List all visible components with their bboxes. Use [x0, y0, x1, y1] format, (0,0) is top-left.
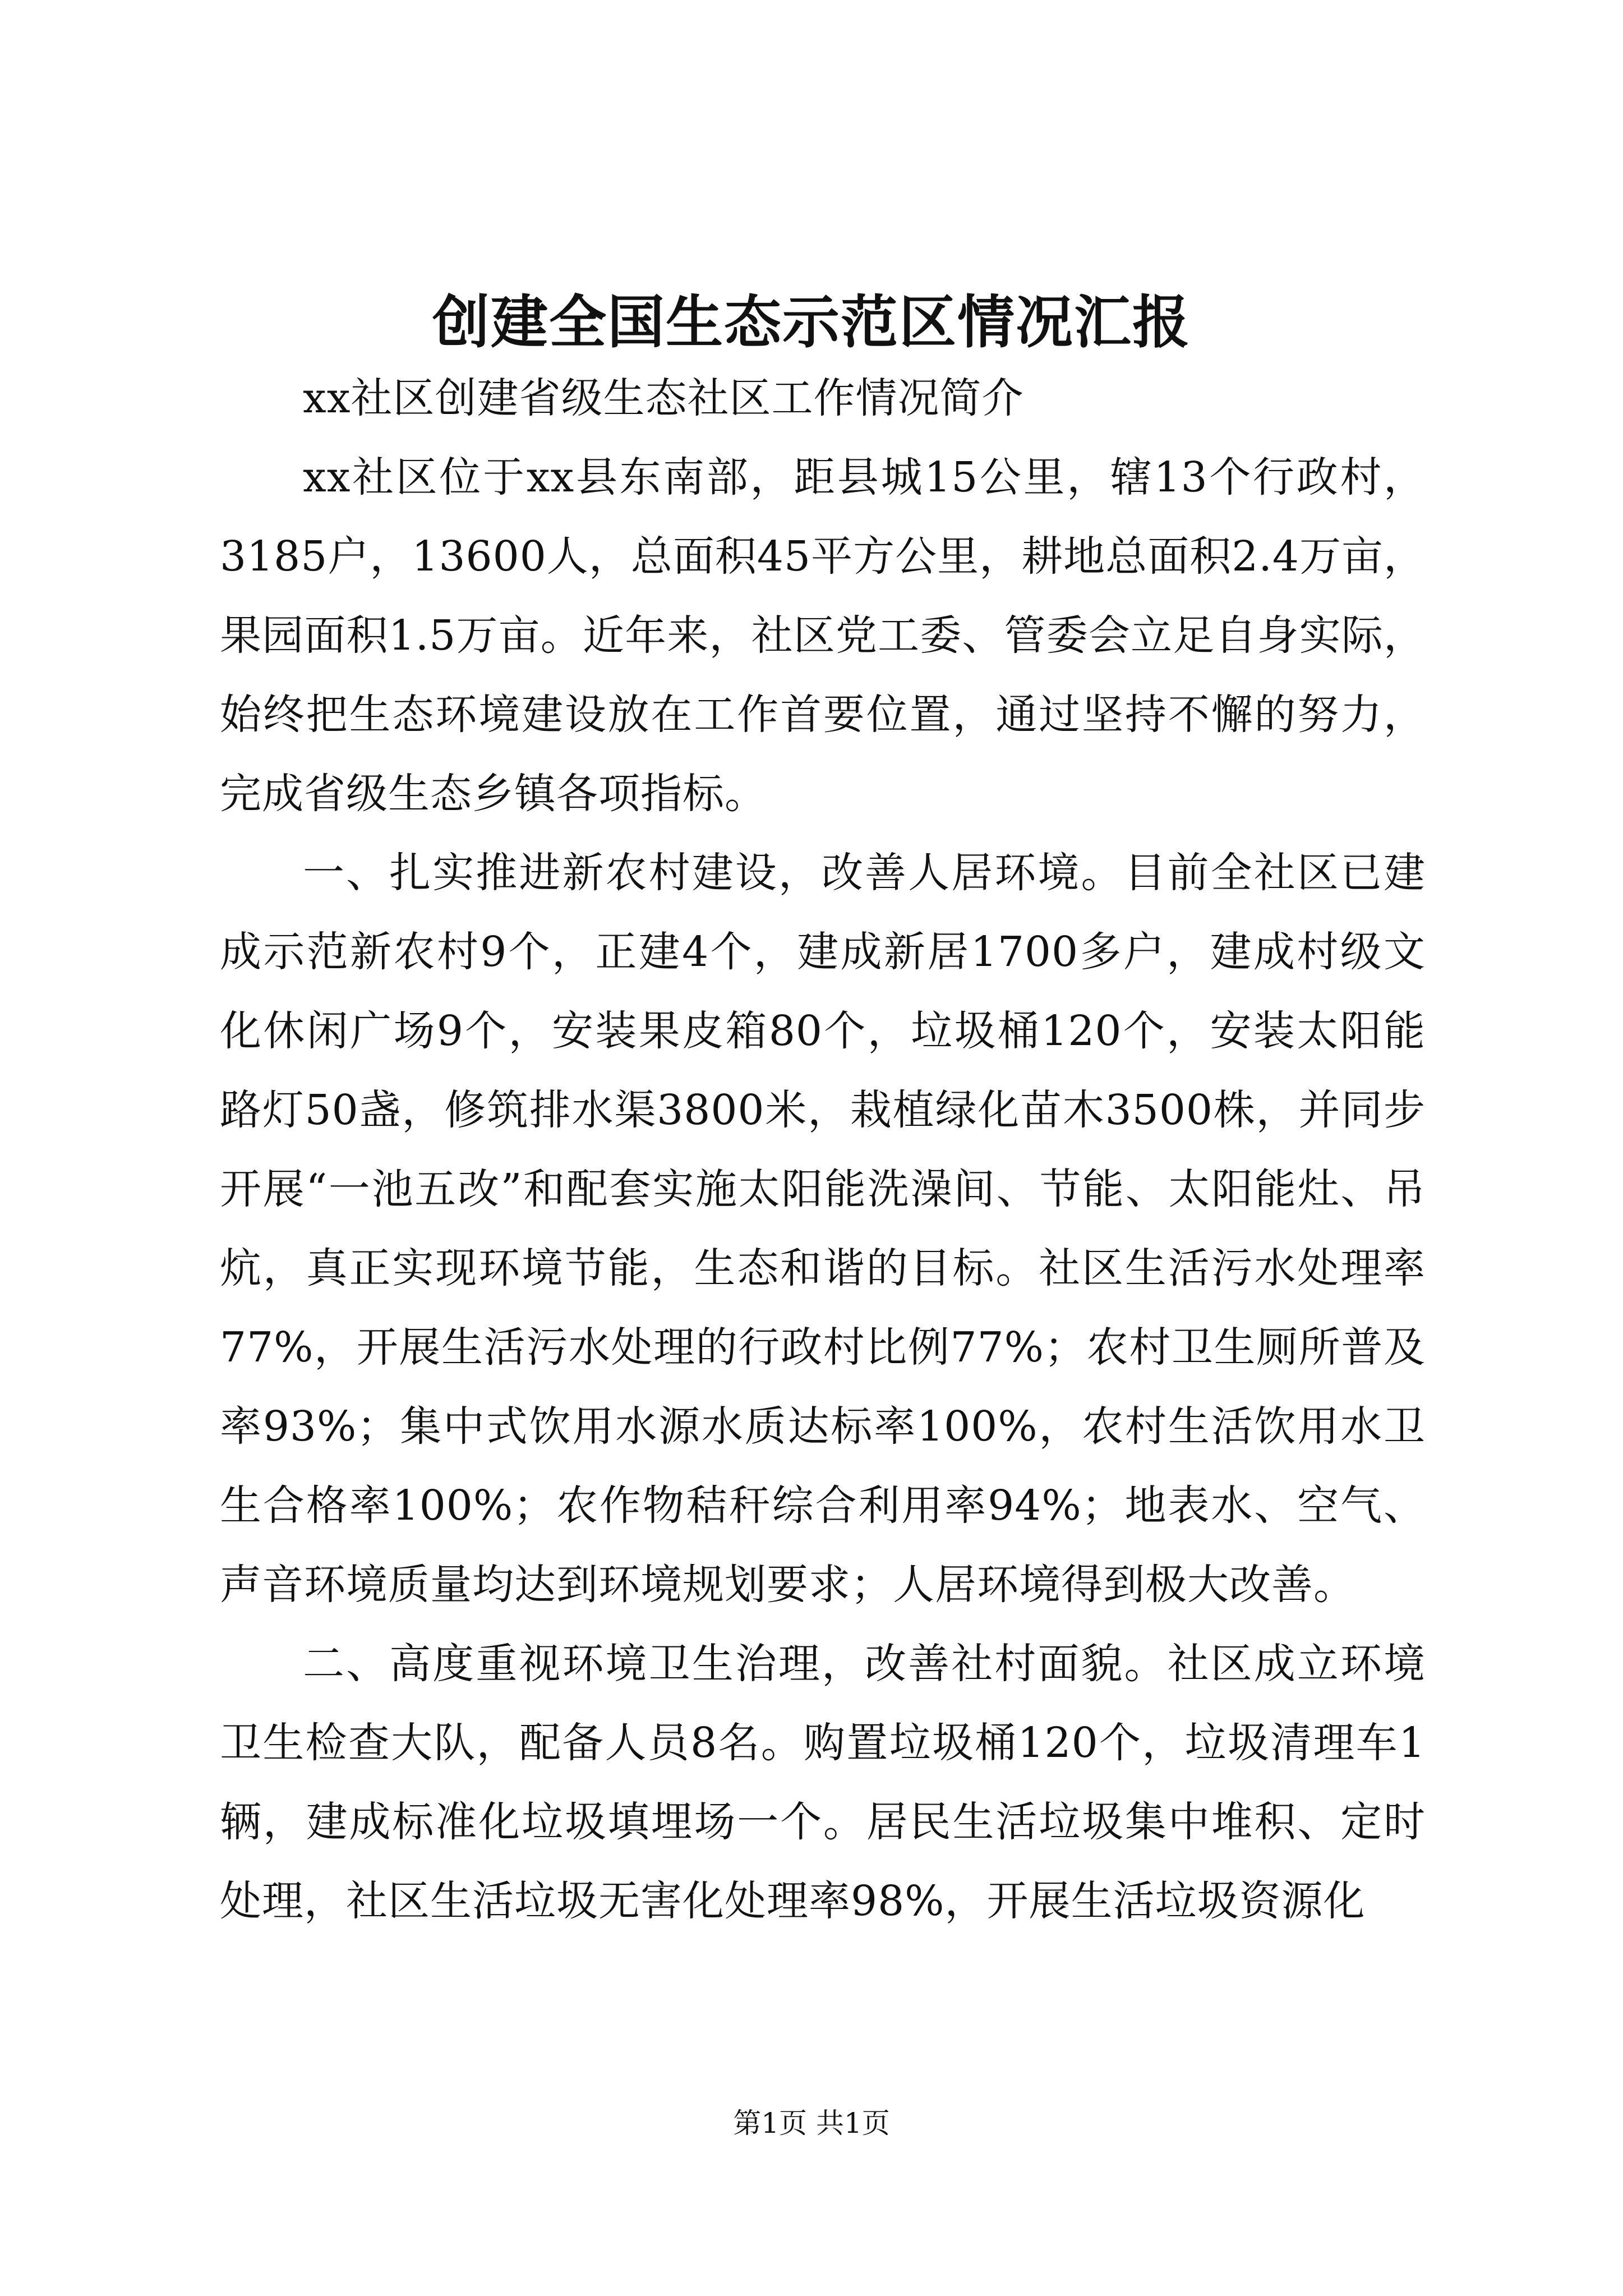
paragraph-section-two: 二、高度重视环境卫生治理，改善社村面貌。社区成立环境卫生检查大队，配备人员8名。购置垃圾桶120个，垃圾清理车1辆，建成标准化垃圾填埋场一个。居民生活垃圾集中堆积、定时处理，社区生活垃圾无害化处理率98%，开展生活垃圾资源化	[220, 1640, 1426, 1925]
paragraph-section-one: 一、扎实推进新农村建设，改善人居环境。目前全社区已建成示范新农村9个，正建4个，建成新居1700多户，建成村级文化休闲广场9个，安装果皮箱80个，垃圾桶120个，安装太阳能路灯50盏，修筑排水渠3800米，栽植绿化苗木3500株，并同步开展“一池五改”和配套实施太阳能洗澡间、节能、太阳能灶、吊炕，真正实现环境节能，生态和谐的目标。社区生活污水处理率77%，开展生活污水处理的行政村比例77%；农村卫生厕所普及率93%；集中式饮用水源水质达标率100%，农村生活饮用水卫生合格率100%；农作物秸秆综合利用率94%；地表水、空气、声音环境质量均达到环境规划要求；人居环境得到极大改善。	[220, 849, 1426, 1609]
document-title: 创建全国生态示范区情况汇报	[432, 289, 1191, 356]
page-number-footer: 第1页 共1页	[733, 2107, 890, 2139]
paragraph-overview: xx社区位于xx县东南部，距县城15公里，辖13个行政村，3185户，13600人，总面积45平方公里，耕地总面积2.4万亩，果园面积1.5万亩。近年来，社区党工委、管委会立足自身实际，始终把生态环境建设放在工作首要位置，通过坚持不懈的努力，完成省级生态乡镇各项指标。	[220, 453, 1426, 818]
paragraph-intro-heading: xx社区创建省级生态社区工作情况简介	[303, 374, 1024, 422]
document-body	[220, 359, 1426, 1941]
